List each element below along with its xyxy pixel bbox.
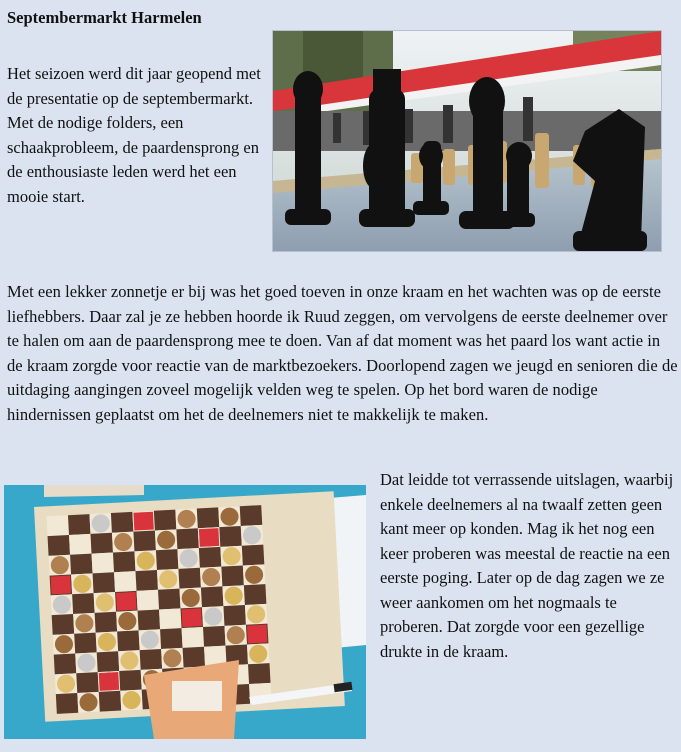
board-square — [176, 528, 199, 549]
board-square — [199, 547, 222, 568]
board-square — [113, 551, 136, 572]
board-square — [244, 584, 267, 605]
obstacle-square — [182, 608, 202, 627]
board-square — [99, 691, 122, 712]
intro-paragraph: Het seizoen werd dit jaar geopend met de presentatie op de septembermarkt. Met de nodige folders, een schaakprobleem, de paardensprong en de enthousiaste leden werd het een mooie start. — [7, 64, 261, 206]
obstacle-square — [51, 576, 71, 595]
board-square — [182, 627, 205, 648]
board-square — [111, 512, 134, 533]
obstacle-square — [247, 625, 267, 644]
board-square — [201, 586, 224, 607]
obstacle-square — [199, 528, 219, 547]
board-square — [97, 651, 120, 672]
board-square — [52, 614, 75, 635]
board-square — [76, 672, 99, 693]
board-square — [137, 590, 160, 611]
board-square — [156, 549, 179, 570]
board-square — [92, 552, 115, 573]
board-square — [140, 649, 163, 670]
board-square — [90, 533, 113, 554]
board-square — [95, 612, 118, 633]
board-square — [219, 526, 242, 547]
chess-market-photo — [272, 30, 662, 252]
board-square — [242, 545, 265, 566]
draughts-board-photo — [4, 485, 366, 739]
board-square — [160, 628, 183, 649]
body-paragraph: Met een lekker zonnetje er bij was het goed toeven in onze kraam en het wachten was op de eerste liefhebbers. Daar zal je ze hebben hoorde ik Ruud zeggen, om vervolgens de eerste deelnemer over te halen om aan de paardensprong mee te doen. Van af dat moment was het paard los want actie in de kraam zorgde voor reactie van de marktbezoekers. Doorlopend zagen we jeugd en senioren die de uitdaging aangingen zoveel mogelijk velden weg te spelen. Op het bord waren de nodige hindernissen geplaatst om het de deelnemers niet te makkelijk te maken. — [7, 282, 678, 424]
board-square — [203, 626, 226, 647]
board-square — [47, 515, 70, 536]
obstacle-square — [116, 592, 136, 611]
board-square — [223, 605, 246, 626]
board-square — [197, 507, 220, 528]
board-square — [117, 630, 140, 651]
board-square — [159, 608, 182, 629]
board-square — [48, 535, 71, 556]
board-square — [133, 530, 156, 551]
obstacle-square — [133, 512, 153, 531]
closing-paragraph: Dat leidde tot verrassende uitslagen, waarbij enkele deelnemers al na twaalf zetten geen kant meer op konden. Mag ik het nog een keer proberen was meestal de reactie na een eerste poging. Later op de dag zagen we ze weer aankomen om het nogmaals te proberen. Dat zorgde voor een gezellige drukte in de kraam. — [380, 470, 674, 661]
obstacle-square — [99, 672, 119, 691]
board-square — [178, 568, 201, 589]
board-square — [56, 693, 79, 714]
board-square — [72, 593, 95, 614]
board-square — [135, 570, 158, 591]
board-square — [248, 663, 271, 684]
board-square — [54, 654, 77, 675]
board-square — [240, 505, 263, 526]
board-square — [158, 589, 181, 610]
board-square — [154, 510, 177, 531]
board-square — [74, 633, 97, 654]
article-title: Septembermarkt Harmelen — [7, 8, 202, 27]
board-square — [114, 571, 137, 592]
board-square — [69, 534, 92, 555]
board-square — [138, 609, 161, 630]
board-square — [70, 554, 93, 575]
board-square — [93, 572, 116, 593]
board-square — [119, 670, 142, 691]
board-square — [221, 565, 244, 586]
board-square — [183, 647, 206, 668]
board-square — [68, 514, 91, 535]
